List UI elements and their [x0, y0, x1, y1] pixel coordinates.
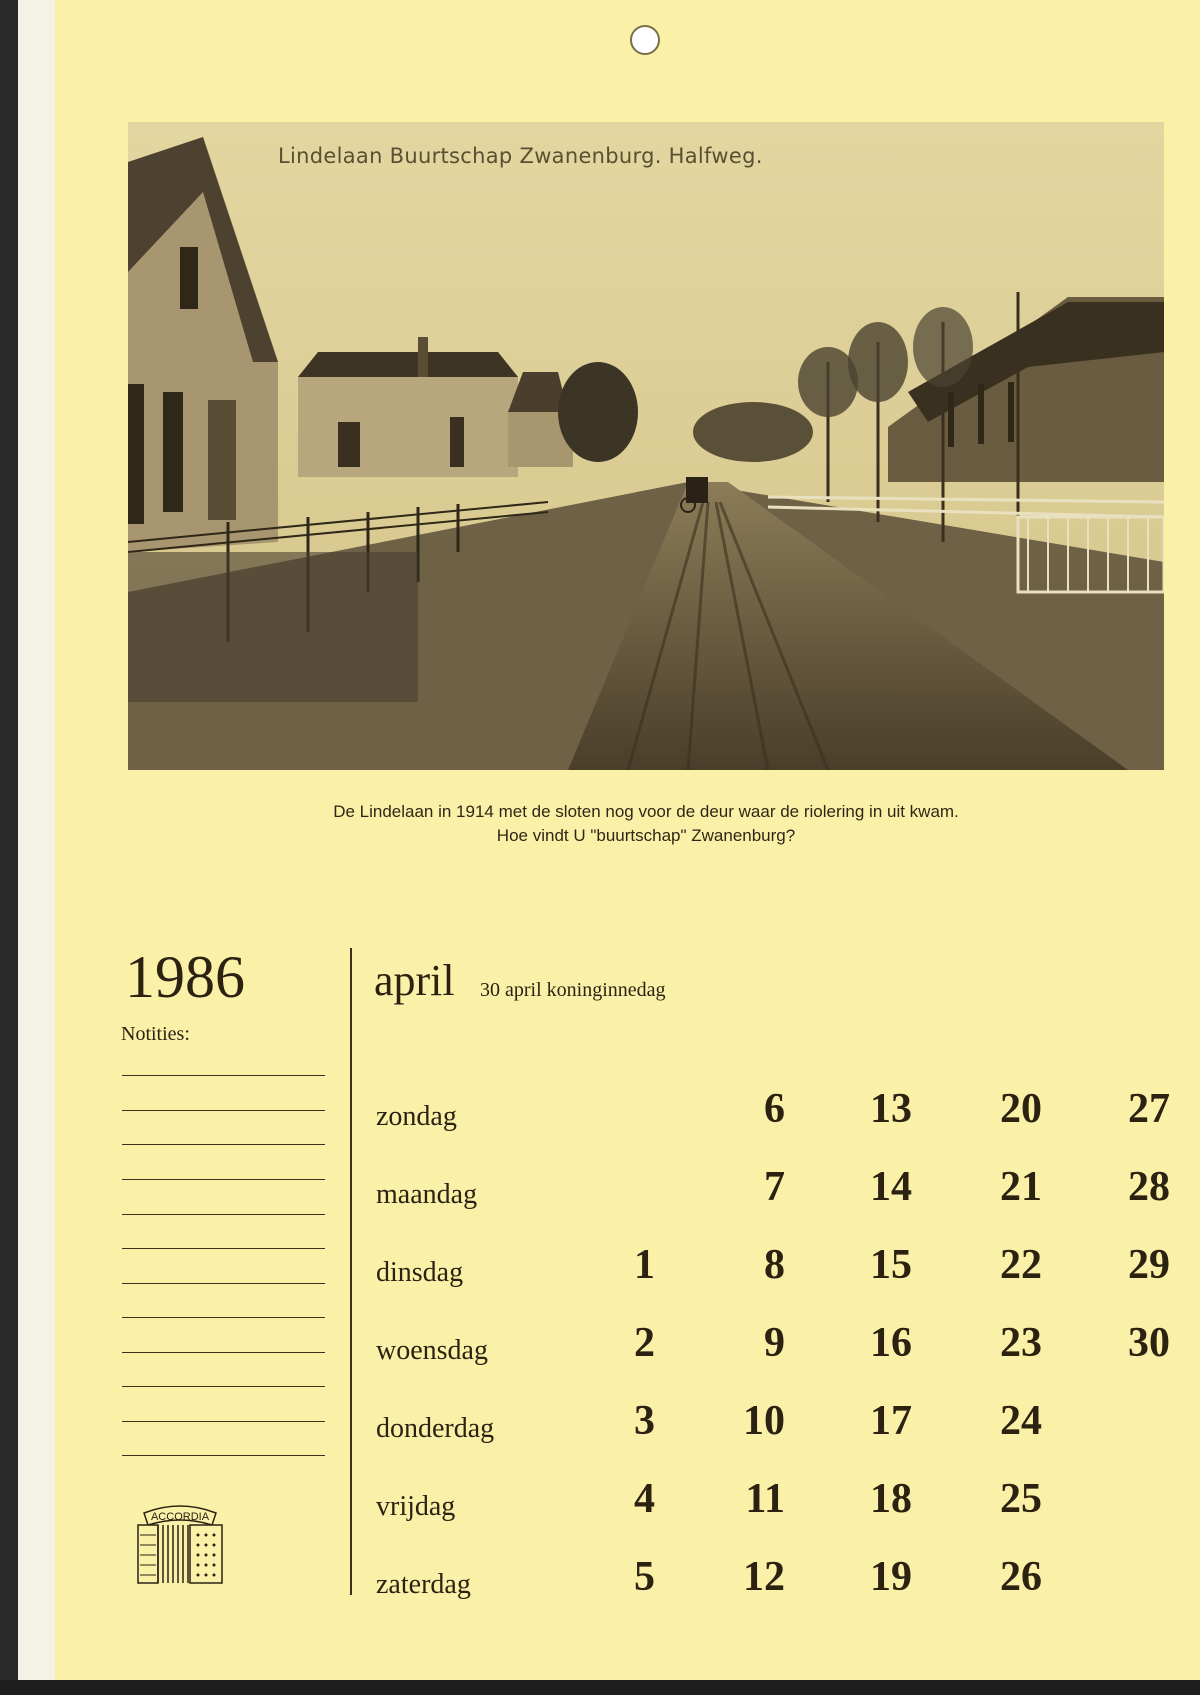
note-line — [122, 1421, 325, 1422]
date-cell: 22 — [1000, 1242, 1042, 1288]
date-cell: 20 — [1000, 1086, 1042, 1132]
note-line — [122, 1179, 325, 1180]
note-line — [122, 1214, 325, 1215]
date-cell: 4 — [634, 1476, 655, 1522]
background-strip — [0, 1680, 1200, 1695]
date-cell: 9 — [764, 1320, 785, 1366]
date-cell: 13 — [870, 1086, 912, 1132]
photo-caption-line-1: De Lindelaan in 1914 met de sloten nog voor de deur waar de riolering in uit kwam. — [333, 802, 959, 821]
weekday-label: maandag — [376, 1179, 478, 1210]
accordia-logo — [130, 1495, 230, 1600]
date-cell: 5 — [634, 1554, 655, 1600]
note-line — [122, 1386, 325, 1387]
year-heading: 1986 — [125, 944, 245, 1010]
logo-text: ACCORDIA — [150, 1511, 210, 1523]
date-cell: 30 — [1128, 1320, 1170, 1366]
note-line — [122, 1248, 325, 1249]
date-cell: 27 — [1128, 1086, 1170, 1132]
date-cell: 1 — [634, 1242, 655, 1288]
month-title: april — [374, 956, 455, 1005]
date-cell: 25 — [1000, 1476, 1042, 1522]
weekday-label: vrijdag — [376, 1491, 456, 1522]
date-cell: 14 — [870, 1164, 912, 1210]
historic-photo — [128, 122, 1164, 770]
page-edge — [18, 0, 55, 1695]
notes-label: Notities: — [121, 1023, 190, 1045]
date-cell: 18 — [870, 1476, 912, 1522]
date-cell: 28 — [1128, 1164, 1170, 1210]
date-cell: 23 — [1000, 1320, 1042, 1366]
date-cell: 11 — [745, 1476, 785, 1522]
street-scene-illustration — [128, 122, 1164, 770]
date-cell: 8 — [764, 1242, 785, 1288]
date-cell: 21 — [1000, 1164, 1042, 1210]
note-line — [122, 1110, 325, 1111]
date-cell: 12 — [743, 1554, 785, 1600]
date-cell: 3 — [634, 1398, 655, 1444]
date-cell: 19 — [870, 1554, 912, 1600]
weekday-label: zaterdag — [376, 1569, 471, 1600]
date-cell: 2 — [634, 1320, 655, 1366]
note-line — [122, 1075, 325, 1076]
postcard-title: Lindelaan Buurtschap Zwanenburg. Halfweg. — [278, 144, 763, 168]
note-line — [122, 1144, 325, 1145]
holiday-note: 30 april koninginnedag — [480, 979, 666, 1001]
column-divider — [350, 948, 352, 1595]
date-cell: 15 — [870, 1242, 912, 1288]
photo-caption-line-2: Hoe vindt U "buurtschap" Zwanenburg? — [496, 826, 796, 845]
date-cell: 24 — [1000, 1398, 1042, 1444]
note-line — [122, 1455, 325, 1456]
weekday-label: woensdag — [376, 1335, 488, 1366]
weekday-label: zondag — [376, 1101, 457, 1132]
date-cell: 29 — [1128, 1242, 1170, 1288]
hanging-hole — [630, 25, 660, 55]
weekday-label: donderdag — [376, 1413, 495, 1444]
date-cell: 10 — [743, 1398, 785, 1444]
weekday-label: dinsdag — [376, 1257, 464, 1288]
note-line — [122, 1352, 325, 1353]
date-cell: 17 — [870, 1398, 912, 1444]
note-line — [122, 1283, 325, 1284]
date-cell: 26 — [1000, 1554, 1042, 1600]
date-cell: 6 — [764, 1086, 785, 1132]
date-cell: 16 — [870, 1320, 912, 1366]
note-line — [122, 1317, 325, 1318]
date-cell: 7 — [764, 1164, 785, 1210]
